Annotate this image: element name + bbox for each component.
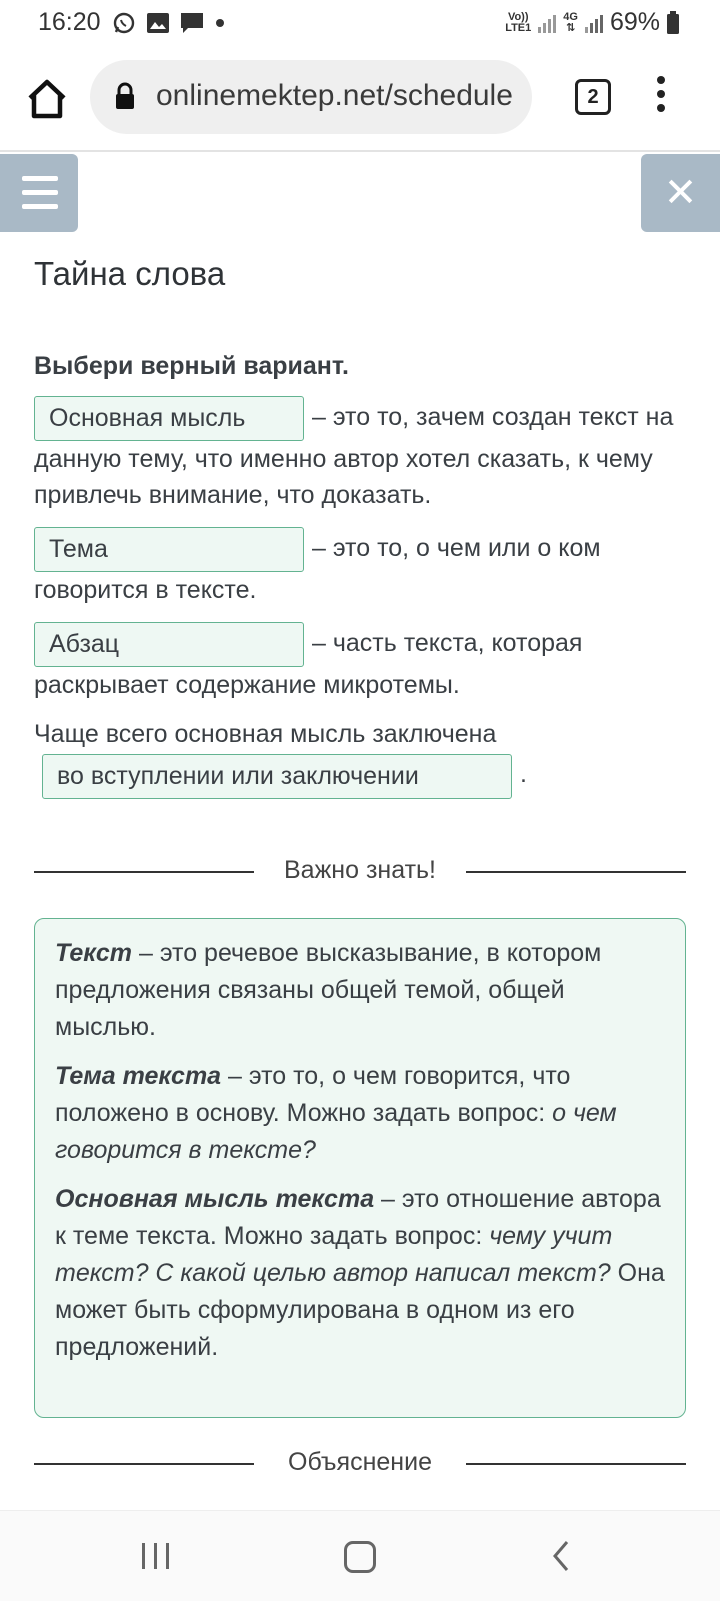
sentence-4-suffix: . xyxy=(520,760,527,789)
note-definition: – это то, о чем говорится, что положено в основу. Можно задать вопрос: xyxy=(55,1062,571,1127)
gallery-icon xyxy=(146,12,170,34)
note-question: о чем говорится в тексте? xyxy=(55,1099,617,1164)
tab-switcher-button[interactable]: 2 xyxy=(575,79,611,115)
menu-button[interactable] xyxy=(0,154,78,232)
address-bar[interactable] xyxy=(90,60,532,134)
note-definition: – это речевое высказывание, в котором предложения связаны общей темой, общей мыслью. xyxy=(55,939,602,1041)
lte-label: LTE1 xyxy=(505,21,532,34)
note-tail: Она может быть сформулирована в одном из его предложений. xyxy=(55,1259,665,1361)
important-label: Важно знать! xyxy=(283,856,436,884)
sentence-4-prefix: Чаще всего основная мысль заключена xyxy=(34,720,497,748)
close-icon: ✕ xyxy=(663,171,698,215)
status-right xyxy=(505,8,680,37)
note-text xyxy=(55,935,665,1046)
important-divider xyxy=(34,856,686,886)
sentence-2 xyxy=(34,527,684,608)
page-title: Тайна слова xyxy=(34,255,226,292)
whatsapp-icon xyxy=(112,11,136,35)
4g-label: 4G xyxy=(563,10,578,23)
home-nav-icon[interactable] xyxy=(344,1541,376,1573)
hamburger-line xyxy=(22,204,58,209)
volte-indicator xyxy=(505,12,531,34)
notification-icons xyxy=(112,10,226,36)
data-arrows-icon: ⇅ xyxy=(566,21,576,34)
note-term: Основная мысль текста xyxy=(55,1185,375,1213)
sentence-4 xyxy=(34,716,684,799)
instruction: Выбери верный вариант. xyxy=(34,352,349,380)
signal-icon-2 xyxy=(584,13,604,33)
status-time: 16:20 xyxy=(38,8,101,36)
explanation-divider xyxy=(34,1448,686,1478)
signal-icon xyxy=(537,13,557,33)
note-question: чему учит текст? С какой целью автор написал текст? xyxy=(55,1222,613,1287)
url-text: onlinemektep.net/schedule xyxy=(156,79,513,112)
volte-label: Vo)) xyxy=(507,10,529,23)
note-main-idea xyxy=(55,1181,665,1366)
hamburger-line xyxy=(22,190,58,195)
hamburger-line xyxy=(22,176,58,181)
divider-line xyxy=(466,1463,686,1465)
divider-line xyxy=(466,871,686,873)
dot-icon xyxy=(214,17,226,29)
note-term: Текст xyxy=(55,939,133,967)
battery-percent: 69% xyxy=(609,8,660,36)
sentence-3 xyxy=(34,622,684,703)
sentence-text-3: – часть текста, которая раскрывает содержание микротемы. xyxy=(34,629,583,699)
back-icon[interactable] xyxy=(552,1539,570,1573)
note-definition: – это отношение автора к теме текста. Можно задать вопрос: xyxy=(55,1185,661,1250)
status-bar xyxy=(0,0,720,46)
answer-chip-2[interactable]: Тема xyxy=(34,527,304,572)
close-button[interactable] xyxy=(641,154,720,232)
4g-indicator xyxy=(563,12,578,34)
system-nav-bar xyxy=(0,1510,720,1601)
note-term: Тема текста xyxy=(55,1062,222,1090)
browser-toolbar xyxy=(0,46,720,152)
sentence-text-1: – это то, зачем создан текст на данную тему, что именно автор хотел сказать, к чему привлечь внимание, что доказать. xyxy=(34,403,674,509)
home-icon[interactable] xyxy=(24,76,70,122)
more-menu-icon[interactable] xyxy=(656,76,666,116)
recents-icon[interactable] xyxy=(142,1543,172,1569)
important-note-box xyxy=(34,918,686,1418)
note-topic xyxy=(55,1058,665,1169)
answer-chip-3[interactable]: Абзац xyxy=(34,622,304,667)
explanation-label[interactable]: Объяснение xyxy=(288,1448,432,1476)
lock-icon xyxy=(114,82,136,110)
message-icon xyxy=(180,12,204,34)
answer-chip-1[interactable]: Основная мысль xyxy=(34,396,304,441)
sentence-text-2: – это то, о чем или о ком говорится в тексте. xyxy=(34,534,601,604)
sentence-1 xyxy=(34,396,684,513)
battery-icon xyxy=(666,11,680,35)
answer-chip-4[interactable]: во вступлении или заключении xyxy=(42,754,512,799)
